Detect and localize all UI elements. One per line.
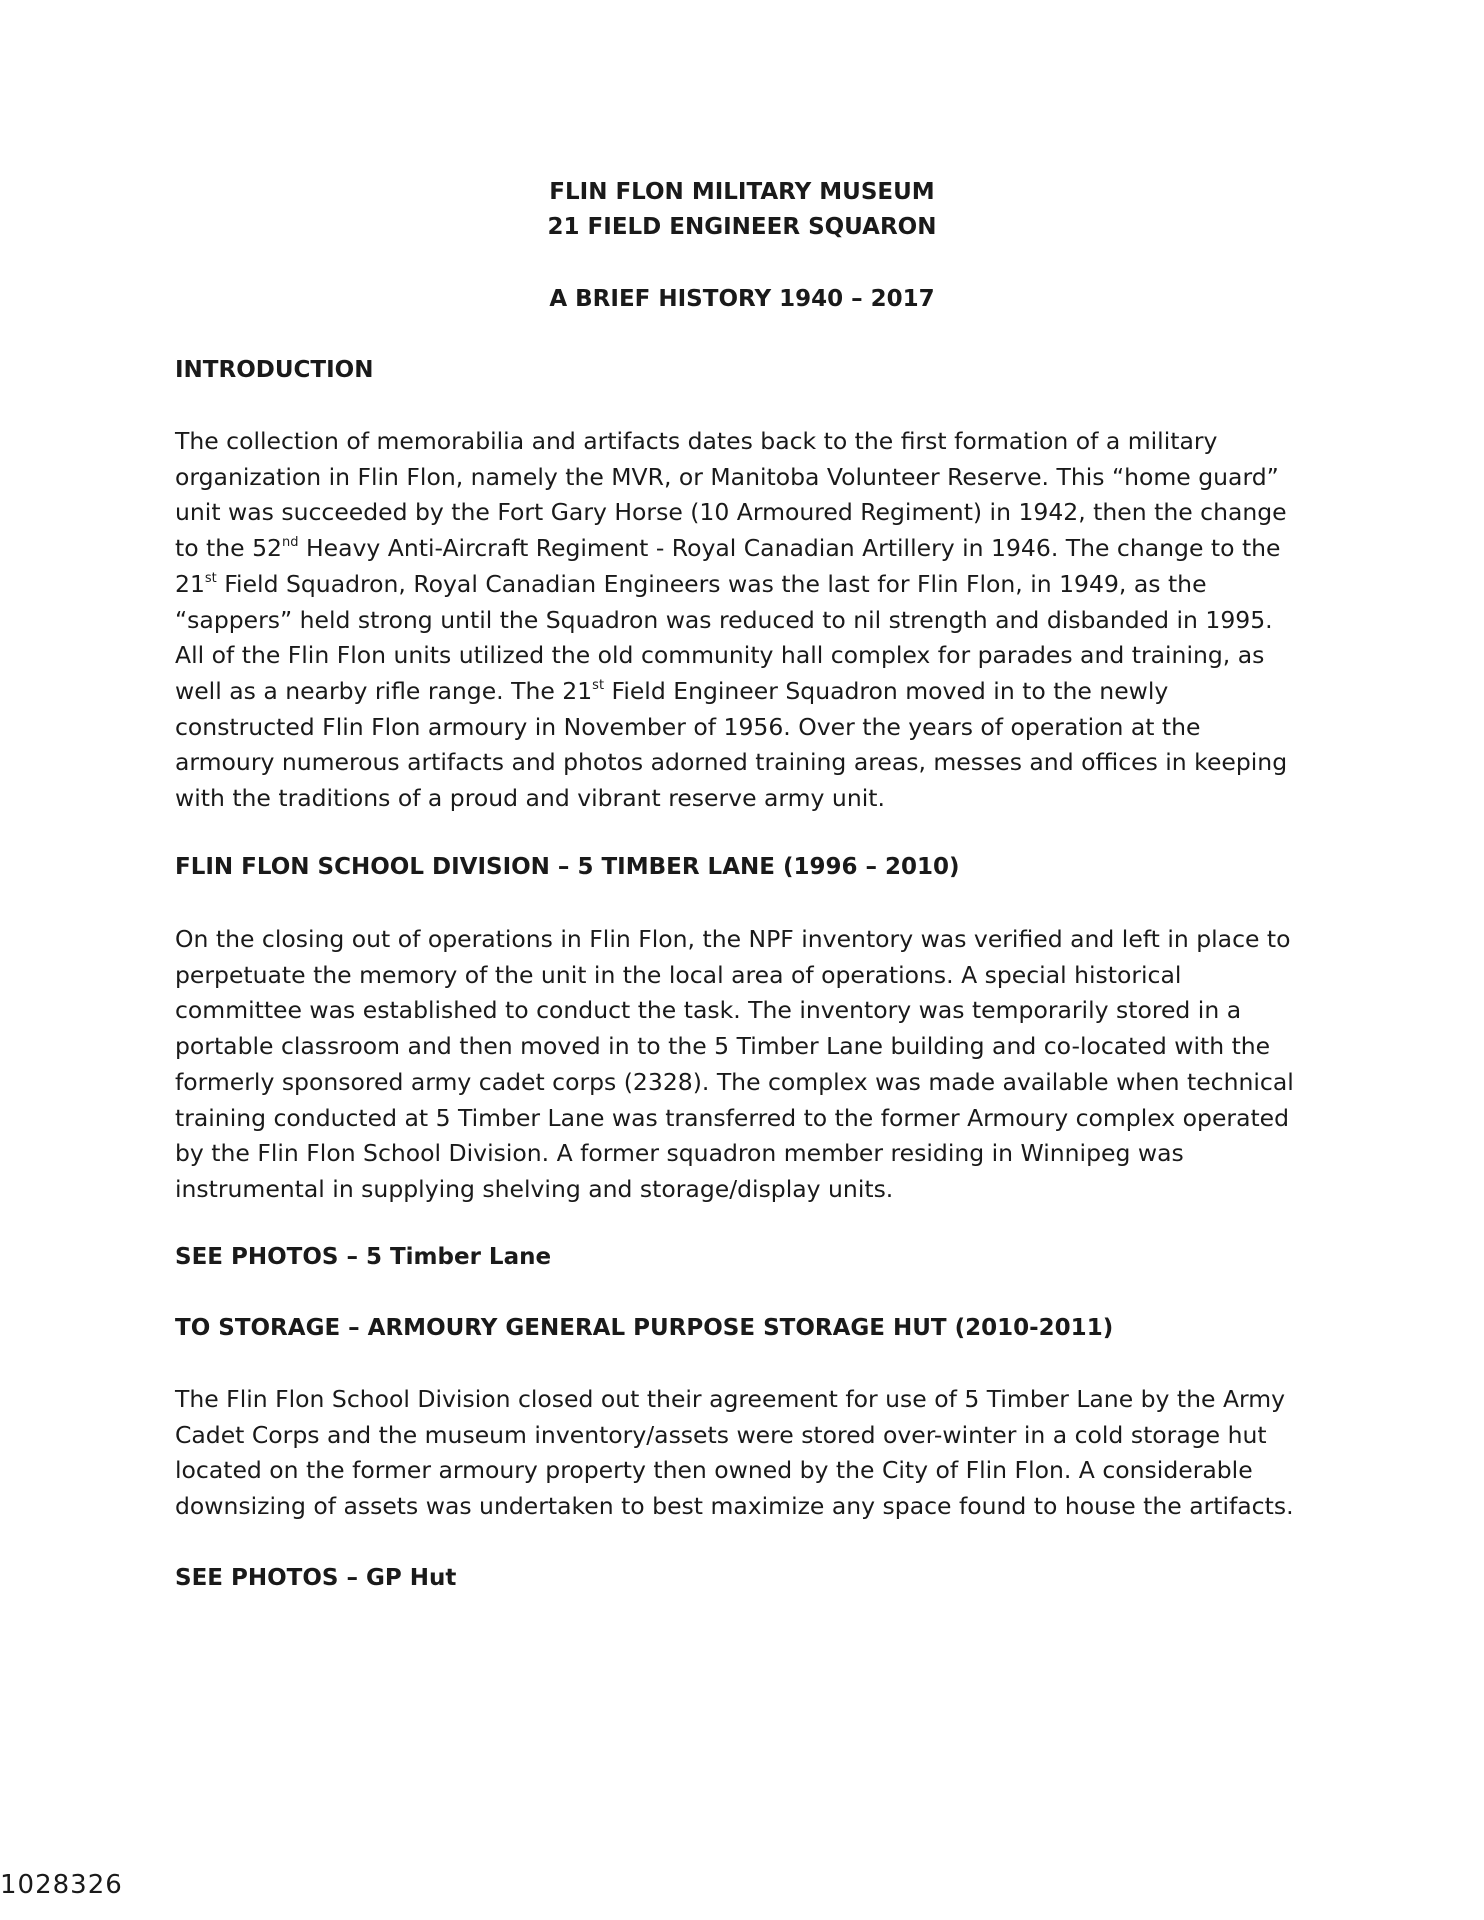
paragraph-line: 21st Field Squadron, Royal Canadian Engineers was the last for Flin Flon, in 1949, as the bbox=[175, 569, 1207, 598]
introduction-paragraph bbox=[175, 424, 1315, 817]
school-division-paragraph bbox=[175, 922, 1315, 1208]
paragraph-line: On the closing out of operations in Flin Flon, the NPF inventory was verified and left in place to bbox=[175, 925, 1291, 953]
paragraph-line: All of the Flin Flon units utilized the old community hall complex for parades and training, as bbox=[175, 641, 1265, 670]
introduction-heading: INTRODUCTION bbox=[175, 357, 374, 383]
paragraph-line: training conducted at 5 Timber Lane was transferred to the former Armoury complex operated bbox=[175, 1103, 1290, 1132]
paragraph-line: portable classroom and then moved in to the 5 Timber Lane building and co-located with the bbox=[175, 1032, 1271, 1061]
paragraph-line: The Flin Flon School Division closed out their agreement for use of 5 Timber Lane by the Army bbox=[175, 1385, 1286, 1413]
paragraph-line: with the traditions of a proud and vibrant reserve army unit. bbox=[175, 784, 885, 813]
superscript: st bbox=[592, 677, 605, 693]
paragraph-line: organization in Flin Flon, namely the MVR, or Manitoba Volunteer Reserve. This “home guard” bbox=[175, 462, 1279, 491]
paragraph-line: by the Flin Flon School Division. A former squadron member residing in Winnipeg was bbox=[175, 1139, 1184, 1168]
superscript: nd bbox=[282, 535, 299, 551]
paragraph-line: unit was succeeded by the Fort Gary Horse (10 Armoured Regiment) in 1942, then the change bbox=[175, 498, 1287, 527]
paragraph-line: The collection of memorabilia and artifacts dates back to the first formation of a military bbox=[175, 427, 1218, 455]
museum-title: FLIN FLON MILITARY MUSEUM bbox=[549, 179, 935, 205]
school-division-heading: FLIN FLON SCHOOL DIVISION – 5 TIMBER LANE (1996 – 2010) bbox=[175, 854, 960, 880]
paragraph-line: armoury numerous artifacts and photos adorned training areas, messes and offices in keeping bbox=[175, 748, 1288, 777]
paragraph-line: formerly sponsored army cadet corps (2328). The complex was made available when technical bbox=[175, 1067, 1294, 1096]
paragraph-line: constructed Flin Flon armoury in November of 1956. Over the years of operation at the bbox=[175, 712, 1201, 741]
document-number: 1028326 bbox=[0, 1870, 123, 1900]
paragraph-line: perpetuate the memory of the unit in the local area of operations. A special historical bbox=[175, 960, 1182, 989]
paragraph-line: committee was established to conduct the task. The inventory was temporarily stored in a bbox=[175, 996, 1242, 1025]
history-title: A BRIEF HISTORY 1940 – 2017 bbox=[549, 286, 935, 312]
paragraph-line: located on the former armoury property then owned by the City of Flin Flon. A considerable bbox=[175, 1456, 1253, 1485]
storage-hut-paragraph bbox=[175, 1382, 1315, 1525]
paragraph-line: to the 52nd Heavy Anti-Aircraft Regiment - Royal Canadian Artillery in 1946. The change to the bbox=[175, 534, 1281, 563]
paragraph-line: downsizing of assets was undertaken to best maximize any space found to house the artifacts. bbox=[175, 1492, 1294, 1521]
storage-hut-heading: TO STORAGE – ARMOURY GENERAL PURPOSE STORAGE HUT (2010-2011) bbox=[175, 1315, 1114, 1341]
see-photos-gp-hut: SEE PHOTOS – GP Hut bbox=[175, 1565, 457, 1591]
paragraph-line: Cadet Corps and the museum inventory/assets were stored over-winter in a cold storage hut bbox=[175, 1420, 1267, 1449]
paragraph-line: well as a nearby rifle range. The 21st Field Engineer Squadron moved in to the newly bbox=[175, 676, 1169, 705]
see-photos-timber-lane: SEE PHOTOS – 5 Timber Lane bbox=[175, 1244, 552, 1270]
paragraph-line: “sappers” held strong until the Squadron was reduced to nil strength and disbanded in 1995. bbox=[175, 605, 1273, 634]
paragraph-line: instrumental in supplying shelving and storage/display units. bbox=[175, 1174, 894, 1203]
squadron-title: 21 FIELD ENGINEER SQUARON bbox=[547, 214, 937, 240]
superscript: st bbox=[204, 570, 217, 586]
